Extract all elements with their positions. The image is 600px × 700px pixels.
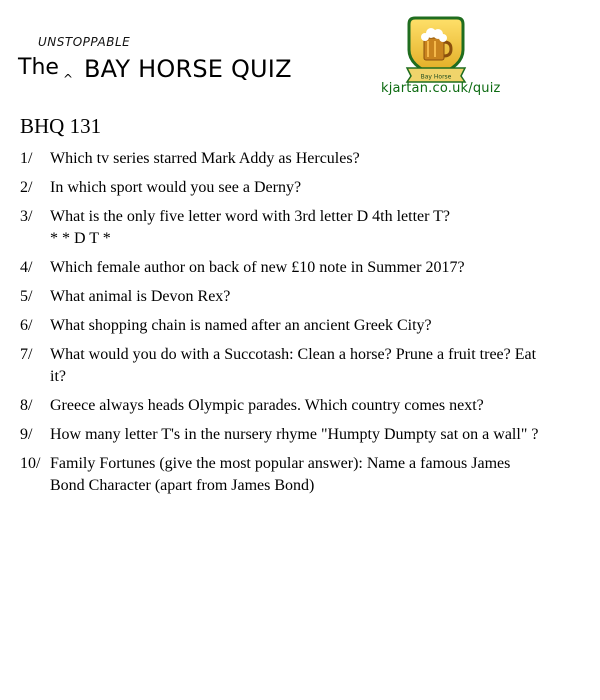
question-text: What is the only five letter word with 3rd letter D 4th letter T? * * D T * — [50, 208, 451, 247]
question-number: 5/ — [20, 288, 33, 305]
question-number: 6/ — [20, 317, 33, 334]
question-number: 9/ — [20, 426, 33, 443]
question-text: Family Fortunes (give the most popular answer): Name a famous James Bond Character (apart from James Bond) — [50, 455, 511, 494]
question-item-3 — [20, 206, 540, 250]
question-item-1 — [20, 148, 540, 170]
question-item-2 — [20, 177, 540, 199]
question-number: 7/ — [20, 346, 33, 363]
title-prefix: The — [18, 55, 59, 80]
tagline: UNSTOPPABLE — [38, 35, 131, 49]
question-item-4 — [20, 257, 540, 279]
insert-caret: ^ — [63, 72, 74, 86]
question-text: What shopping chain is named after an ancient Greek City? — [50, 317, 432, 334]
question-item-7 — [20, 344, 540, 388]
quiz-header — [0, 0, 600, 110]
question-item-6 — [20, 315, 540, 337]
question-item-10 — [20, 453, 540, 497]
question-number: 1/ — [20, 150, 33, 167]
quiz-number-heading: BHQ 131 — [20, 114, 102, 138]
question-number: 2/ — [20, 179, 33, 196]
question-number: 10/ — [20, 455, 41, 472]
question-text: What animal is Devon Rex? — [50, 288, 231, 305]
question-item-5 — [20, 286, 540, 308]
question-list — [20, 148, 540, 504]
question-text: Which tv series starred Mark Addy as Hercules? — [50, 150, 360, 167]
question-text: What would you do with a Succotash: Clean a horse? Prune a fruit tree? Eat it? — [50, 346, 537, 385]
question-number: 4/ — [20, 259, 33, 276]
question-number: 3/ — [20, 208, 33, 225]
question-number: 8/ — [20, 397, 33, 414]
question-item-8 — [20, 395, 540, 417]
question-text: Which female author on back of new £10 note in Summer 2017? — [50, 259, 465, 276]
question-text: In which sport would you see a Derny? — [50, 179, 302, 196]
question-text: Greece always heads Olympic parades. Which country comes next? — [50, 397, 484, 414]
question-item-9 — [20, 424, 540, 446]
logo-caption: Bay Horse — [420, 73, 452, 81]
bay-horse-logo-icon — [405, 16, 467, 84]
question-text: How many letter T's in the nursery rhyme "Humpty Dumpty sat on a wall" ? — [50, 426, 539, 443]
site-link[interactable]: kjartan.co.uk/quiz — [381, 81, 501, 96]
quiz-title: BAY HORSE QUIZ — [84, 55, 292, 83]
